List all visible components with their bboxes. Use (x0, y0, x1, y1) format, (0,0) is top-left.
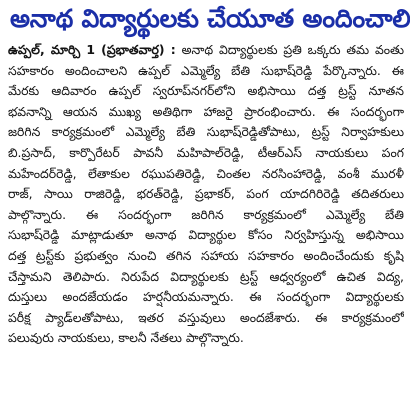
article-line: బి.ప్రసాద్, కార్పొరేటర్ పావనీ మహిపాల్‌రెడ్డి, టీఆర్ఎస్ నాయకులు పంగ (8, 144, 404, 160)
article-line: భవనాన్ని ఆయన ముఖ్య అతిథిగా హాజరై ప్రారంభించారు. ఈ సందర్భంగా (8, 103, 404, 119)
article-line: పాల్గొన్నారు. ఈ సందర్భంగా జరిగిన కార్యక్రమంలో ఎమ్మెల్యే బేతి (8, 206, 404, 222)
article-line: సహకారం అందించాలని ఉప్పల్ ఎమ్మెల్యే బేతి సుభాష్‌రెడ్డి పేర్కొన్నారు. ఈ (8, 62, 404, 78)
dateline: ఉప్పల్, మార్చి 1 (ప్రభాతవార్త) : (8, 42, 176, 57)
article-line: చేస్తామని తెలిపారు. నిరుపేద విద్యార్థులకు ట్రస్ట్ ఆధ్వర్యంలో ఉచిత విద్య, (8, 268, 404, 284)
article-line (8, 40, 404, 61)
article-line: రాజ్, సాయి రాజిరెడ్డి, భరత్‌రెడ్డి, ప్రభాకర్, పంగ యాదగిరిరెడ్డి తదితరులు (8, 186, 404, 202)
article-line: పరీక్ష ప్యాడ్‌లతోపాటు, ఇతర వస్తువులు అందజేశారు. ఈ కార్యక్రమంలో (8, 309, 404, 325)
article-line: సుభాష్‌రెడ్డి మాట్లాడుతూ అనాథ విద్యార్థుల కోసం నిర్వహిస్తున్న అభిసాయి (8, 227, 404, 243)
article-line: దత్త ట్రస్ట్‌కు ప్రభుత్వం నుంచి తగిన సహాయ సహకారం అందించేందుకు కృషి (8, 247, 404, 263)
article-line: దుస్తులు అందజేయడం హర్షనీయమన్నారు. ఈ సందర్భంగా విద్యార్థులకు (8, 289, 404, 305)
article-line: మహేందర్‌రెడ్డి, లేతాకుల రఘుపతిరెడ్డి, చింతల నరసింహారెడ్డి, వంశీ మురళీ (8, 165, 404, 181)
article-line: జరిగిన కార్యక్రమంలో ఎమ్మెల్యే బేతి సుభాష్‌రెడ్డితోపాటు, ట్రస్ట్ నిర్వాహకులు (8, 124, 404, 140)
headline: అనాథ విద్యార్థులకు చేయూత అందించాలి (10, 4, 410, 33)
article-first-line-text: అనాథ విద్యార్థులకు ప్రతి ఒక్కరు తమ వంతు (175, 42, 404, 57)
article-line: మేరకు ఆదివారం ఉప్పల్ స్వరూప్‌నగర్‌లోని అభిసాయి దత్త ట్రస్ట్ నూతన (8, 83, 404, 99)
article-last-line: పలువురు నాయకులు, కాలనీ నేతలు పాల్గొన్నారు. (8, 330, 244, 346)
article-body (8, 40, 404, 349)
